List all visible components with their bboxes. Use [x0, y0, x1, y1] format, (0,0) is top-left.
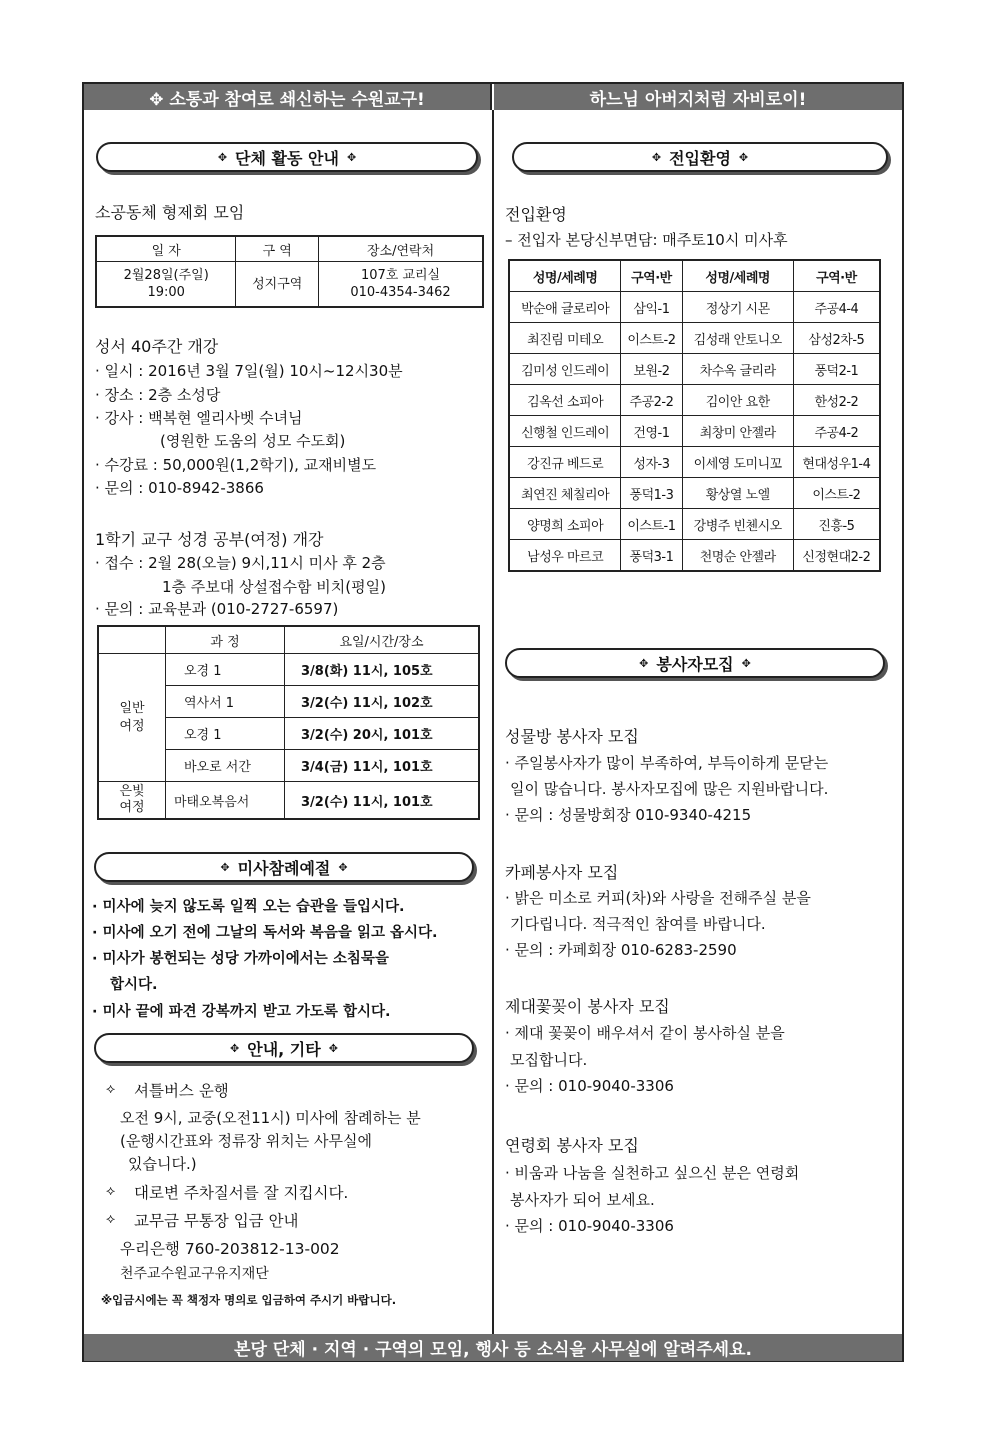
table-row — [509, 509, 880, 540]
welcome-subtitle: 전입환영 — [505, 205, 567, 224]
table-row — [509, 416, 880, 447]
group-activity-heading — [96, 142, 478, 172]
vol1-line: 일이 많습니다. 봉사자모집에 많은 지원바랍니다. — [510, 780, 829, 798]
vol2-line: 기다립니다. 적극적인 참여를 바랍니다. — [510, 915, 766, 933]
diamond-icon: ✥ — [651, 150, 662, 164]
table-row — [509, 354, 880, 385]
diamond-icon: ✥ — [639, 656, 649, 670]
notice-heading — [94, 1033, 474, 1063]
etiquette-line: · 미사에 늦지 않도록 일찍 오는 습관을 들입시다. — [92, 899, 405, 915]
header-right-banner: 하느님 아버지처럼 자비로이! — [494, 84, 902, 110]
diamond-icon: ✥ — [220, 860, 230, 874]
vol4-line: · 비움과 나눔을 실천하고 싶으신 분은 연령회 — [505, 1164, 800, 1182]
table-header: 요일/시간/장소 — [285, 626, 480, 654]
table-cell: 정상기 시몬 — [682, 292, 793, 323]
study-course: 마태오복음서 — [166, 782, 285, 820]
etiquette-line: · 미사가 봉헌되는 성당 가까이에서는 소침묵을 — [92, 951, 389, 967]
table-cell: 남성우 마르코 — [509, 540, 621, 572]
table-row — [509, 540, 880, 572]
vol2-title: 카페봉사자 모집 — [505, 863, 619, 882]
etiquette-title: 미사참례예절 — [237, 858, 331, 878]
bible40-line: · 강사 : 백복현 엘리사벳 수녀님 — [95, 409, 303, 427]
diamond-icon: ✥ — [217, 150, 228, 164]
table-row — [509, 385, 880, 416]
welcome-table — [508, 259, 881, 572]
study-title: 1학기 교구 성경 공부(여정) 개강 — [95, 530, 324, 549]
study-group-general: 일반 여정 — [98, 654, 166, 782]
table-cell: 삼성2차-5 — [793, 323, 880, 354]
table-cell: 김옥선 소피아 — [509, 385, 621, 416]
table-cell: 주공4-4 — [793, 292, 880, 323]
study-course: 바오로 서간 — [166, 750, 285, 782]
table-cell: 최연진 체칠리아 — [509, 478, 621, 509]
diamond-icon: ✥ — [346, 150, 357, 164]
table-cell: 보원-2 — [621, 354, 682, 385]
table-cell: 주공4-2 — [793, 416, 880, 447]
welcome-heading — [512, 142, 888, 172]
table-cell: 최진림 미테오 — [509, 323, 621, 354]
etiquette-line: 합시다. — [110, 977, 158, 993]
diamond-bullet-icon: ⟡ — [106, 1211, 116, 1227]
diamond-icon: ✥ — [738, 150, 749, 164]
bank-note: ※입금시에는 꼭 책정자 명의로 입금하여 주시기 바랍니다. — [101, 1293, 397, 1307]
study-time: 3/4(금) 11시, 101호 — [285, 750, 480, 782]
study-time: 3/8(화) 11시, 105호 — [285, 654, 480, 686]
table-cell: 천명순 안젤라 — [682, 540, 793, 572]
study-course: 역사서 1 — [166, 686, 285, 718]
table-header — [98, 626, 166, 654]
table-header: 성명/세례명 — [509, 260, 621, 292]
diamond-icon: ✥ — [338, 860, 348, 874]
table-header: 구역·반 — [621, 260, 682, 292]
welcome-line: – 전입자 본당신부면담: 매주토10시 미사후 — [505, 231, 788, 249]
table-cell: 신정현대2-2 — [793, 540, 880, 572]
table-row — [509, 447, 880, 478]
diamond-icon: ✥ — [230, 1041, 240, 1055]
vol1-line: · 문의 : 성물방회장 010-9340-4215 — [505, 806, 752, 824]
bank-account: 우리은행 760-203812-13-002 — [120, 1240, 340, 1258]
bible40-line: (영원한 도움의 성모 수도회) — [160, 432, 346, 450]
brothers-table — [95, 235, 484, 308]
diamond-icon: ✥ — [328, 1041, 338, 1055]
notice-title: 안내, 기타 — [247, 1039, 321, 1059]
brothers-place: 107호 교리실 — [360, 268, 441, 283]
table-cell: 박순애 글로리아 — [509, 292, 621, 323]
bible40-line: · 일시 : 2016년 3월 7일(월) 10시~12시30분 — [95, 362, 403, 380]
vol4-title: 연령회 봉사자 모집 — [505, 1136, 639, 1155]
study-group-silver: 은빛 여정 — [98, 782, 166, 820]
etiquette-heading — [94, 852, 474, 882]
welcome-title: 전입환영 — [669, 148, 731, 168]
table-cell: 차수옥 글리라 — [682, 354, 793, 385]
table-row — [509, 292, 880, 323]
table-cell: 건영-1 — [621, 416, 682, 447]
bible40-line: · 수강료 : 50,000원(1,2학기), 교재비별도 — [95, 456, 377, 474]
shuttle-line: 오전 9시, 교중(오전11시) 미사에 참례하는 분 — [120, 1109, 421, 1127]
brothers-date-cell — [96, 262, 236, 308]
shuttle-line: 있습니다.) — [128, 1155, 197, 1173]
study-time: 3/2(수) 11시, 102호 — [285, 686, 480, 718]
table-cell: 최창미 안젤라 — [682, 416, 793, 447]
bank-title: 교무금 무통장 입금 안내 — [134, 1212, 299, 1230]
study-line: · 문의 : 교육분과 (010-2727-6597) — [95, 600, 339, 618]
table-cell: 성자-3 — [621, 447, 682, 478]
group-activity-title: 단체 활동 안내 — [235, 148, 339, 168]
study-line: 1층 주보대 상설접수함 비치(평일) — [162, 578, 386, 596]
table-cell: 김성래 안토니오 — [682, 323, 793, 354]
brothers-date: 2월28일(주일) — [123, 268, 209, 283]
shuttle-title: 셔틀버스 운행 — [134, 1082, 229, 1100]
vol4-line: 봉사자가 되어 보세요. — [510, 1191, 655, 1209]
vol1-title: 성물방 봉사자 모집 — [505, 727, 639, 746]
table-cell: 진흥-5 — [793, 509, 880, 540]
study-course: 오경 1 — [166, 718, 285, 750]
table-cell: 이스트-2 — [621, 323, 682, 354]
vol3-title: 제대꽃꽂이 봉사자 모집 — [505, 997, 670, 1016]
table-cell: 이스트-2 — [793, 478, 880, 509]
table-cell: 한성2-2 — [793, 385, 880, 416]
shuttle-line: (운행시간표와 정류장 위치는 사무실에 — [120, 1132, 372, 1150]
table-cell: 이세영 도미니꼬 — [682, 447, 793, 478]
table-header: 성명/세례명 — [682, 260, 793, 292]
brothers-phone: 010-4354-3462 — [350, 285, 451, 300]
diamond-icon: ✥ — [741, 656, 751, 670]
brothers-title: 소공동체 형제회 모임 — [95, 203, 245, 222]
column-divider — [492, 110, 494, 1334]
vol1-line: · 주일봉사자가 많이 부족하여, 부득이하게 문닫는 — [505, 754, 829, 772]
volunteer-title: 봉사자모집 — [656, 654, 734, 674]
table-header: 구 역 — [236, 236, 319, 262]
table-header: 장소/연락처 — [319, 236, 483, 262]
table-cell: 김이안 요한 — [682, 385, 793, 416]
brothers-time: 19:00 — [147, 285, 185, 300]
bible40-line: · 문의 : 010-8942-3866 — [95, 479, 264, 497]
table-cell: 주공2-2 — [621, 385, 682, 416]
vol3-line: 모집합니다. — [510, 1051, 588, 1069]
table-cell: 풍덕3-1 — [621, 540, 682, 572]
study-table — [97, 625, 480, 820]
study-time: 3/2(수) 20시, 101호 — [285, 718, 480, 750]
etiquette-line: · 미사에 오기 전에 그날의 독서와 복음을 읽고 옵시다. — [92, 925, 438, 941]
diamond-bullet-icon: ⟡ — [106, 1081, 116, 1097]
table-header: 구역·반 — [793, 260, 880, 292]
header-left-banner: ✥ 소통과 참여로 쇄신하는 수원교구! — [84, 84, 492, 110]
table-cell: 풍덕2-1 — [793, 354, 880, 385]
table-cell: 현대성우1-4 — [793, 447, 880, 478]
table-cell: 양명희 소피아 — [509, 509, 621, 540]
vol2-line: · 문의 : 카페회장 010-6283-2590 — [505, 941, 737, 959]
table-cell: 풍덕1-3 — [621, 478, 682, 509]
brothers-area: 성지구역 — [236, 262, 319, 308]
bible40-title: 성서 40주간 개강 — [95, 337, 219, 356]
etiquette-line: · 미사 끝에 파견 강복까지 받고 가도록 합시다. — [92, 1004, 391, 1020]
table-row — [509, 478, 880, 509]
table-row — [509, 323, 880, 354]
study-course: 오경 1 — [166, 654, 285, 686]
table-header: 과 정 — [166, 626, 285, 654]
bank-owner: 천주교수원교구유지재단 — [120, 1266, 269, 1282]
table-cell: 김미성 인드레이 — [509, 354, 621, 385]
diamond-bullet-icon: ⟡ — [106, 1183, 116, 1199]
vol3-line: · 문의 : 010-9040-3306 — [505, 1077, 674, 1095]
footer-banner: 본당 단체 · 지역 · 구역의 모임, 행사 등 소식을 사무실에 알려주세요. — [84, 1334, 902, 1361]
table-cell: 삼익-1 — [621, 292, 682, 323]
table-cell: 이스트-1 — [621, 509, 682, 540]
vol2-line: · 밝은 미소로 커피(차)와 사랑을 전해주실 분을 — [505, 889, 811, 907]
table-header: 일 자 — [96, 236, 236, 262]
parking-notice: 대로변 주차질서를 잘 지킵시다. — [134, 1184, 349, 1202]
brothers-place-cell — [319, 262, 483, 308]
table-cell: 강진규 베드로 — [509, 447, 621, 478]
study-time: 3/2(수) 11시, 101호 — [285, 782, 480, 820]
vol4-line: · 문의 : 010-9040-3306 — [505, 1217, 674, 1235]
vol3-line: · 제대 꽃꽂이 배우셔서 같이 봉사하실 분을 — [505, 1024, 785, 1042]
bible40-line: · 장소 : 2층 소성당 — [95, 386, 221, 404]
volunteer-heading — [505, 648, 885, 678]
table-cell: 황상열 노엘 — [682, 478, 793, 509]
table-cell: 신행철 인드레이 — [509, 416, 621, 447]
study-line: · 접수 : 2월 28(오늘) 9시,11시 미사 후 2층 — [95, 554, 386, 572]
table-cell: 강병주 빈첸시오 — [682, 509, 793, 540]
